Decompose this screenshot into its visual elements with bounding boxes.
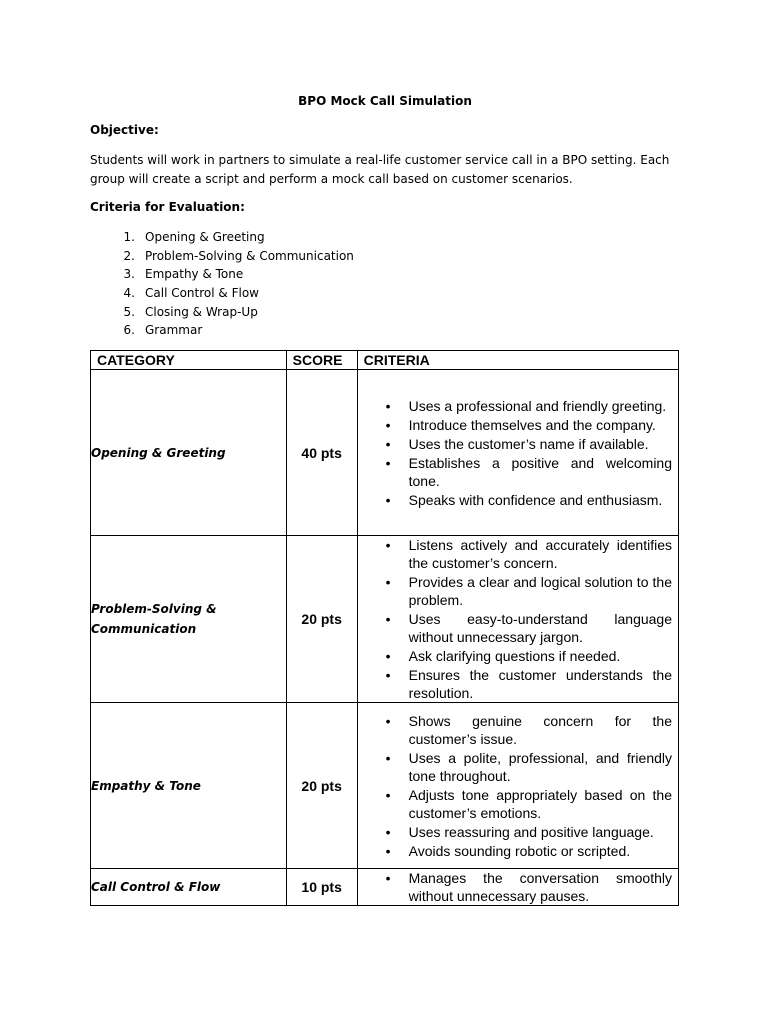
list-item	[90, 247, 354, 266]
criteria-item	[358, 712, 672, 748]
score-cell: 20 pts	[286, 536, 357, 703]
list-number: 4.	[123, 286, 135, 301]
table-row	[91, 370, 679, 536]
list-label: Empathy & Tone	[145, 267, 244, 282]
list-label: Call Control & Flow	[145, 286, 259, 301]
criteria-text: Uses a polite, professional, and friendly tone throughout.	[408, 749, 672, 784]
bullet-icon: •	[385, 786, 391, 803]
criteria-item	[358, 416, 672, 434]
list-label: Opening & Greeting	[145, 230, 265, 244]
criteria-item	[358, 454, 672, 490]
score-cell: 10 pts	[286, 869, 357, 906]
criteria-cell	[357, 703, 678, 869]
bullet-icon: •	[385, 435, 391, 452]
criteria-bullets	[358, 869, 678, 905]
criteria-cell	[357, 370, 678, 536]
criteria-item	[358, 842, 672, 860]
list-number: 1.	[123, 230, 135, 244]
bullet-icon: •	[385, 574, 391, 590]
criteria-text: Ask clarifying questions if needed.	[408, 648, 621, 664]
rubric-table	[90, 350, 679, 906]
table-header-row	[91, 351, 679, 370]
criteria-text: Ensures the customer understands the resolution.	[408, 667, 672, 701]
criteria-header: CRITERIA	[357, 351, 678, 370]
criteria-item	[358, 610, 672, 646]
score-cell: 40 pts	[286, 370, 357, 536]
criteria-text: Uses reassuring and positive language.	[408, 823, 654, 840]
list-number: 5.	[123, 304, 135, 319]
bullet-icon: •	[385, 611, 391, 627]
category-cell: Call Control & Flow	[91, 869, 287, 906]
bullet-icon: •	[385, 648, 391, 664]
list-label: Grammar	[145, 323, 203, 338]
criteria-bullets	[358, 712, 678, 860]
bullet-icon: •	[385, 823, 391, 840]
criteria-text: Adjusts tone appropriately based on the customer’s emotions.	[408, 786, 672, 821]
criteria-item	[358, 397, 672, 415]
table-row	[91, 536, 679, 703]
criteria-text: Uses easy-to-understand language without unnecessary jargon.	[408, 611, 672, 645]
document-title: BPO Mock Call Simulation	[298, 94, 472, 108]
criteria-list	[90, 228, 354, 340]
criteria-item	[358, 573, 672, 609]
criteria-text: Avoids sounding robotic or scripted.	[408, 842, 631, 859]
bullet-icon: •	[385, 667, 391, 683]
category-cell: Opening & Greeting	[91, 370, 287, 536]
criteria-text: Shows genuine concern for the customer’s issue.	[408, 712, 672, 747]
list-item	[90, 284, 354, 303]
category-line: Communication	[91, 622, 197, 636]
list-number: 3.	[123, 267, 135, 282]
list-number: 6.	[123, 323, 135, 338]
criteria-item	[358, 536, 672, 572]
criteria-text: Listens actively and accurately identifies the customer’s concern.	[408, 537, 672, 571]
category-cell: Empathy & Tone	[91, 703, 287, 869]
criteria-bullets	[358, 397, 678, 509]
score-cell: 20 pts	[286, 703, 357, 869]
category-cell	[91, 536, 287, 703]
list-number: 2.	[123, 248, 135, 263]
criteria-text: Speaks with confidence and enthusiasm.	[408, 491, 663, 508]
bullet-icon: •	[385, 454, 391, 471]
criteria-item	[358, 786, 672, 822]
criteria-heading: Criteria for Evaluation:	[90, 200, 245, 214]
criteria-text: Manages the conversation smoothly without unnecessary pauses.	[408, 870, 672, 904]
bullet-icon: •	[385, 397, 391, 414]
objective-heading: Objective:	[90, 123, 159, 137]
list-label: Closing & Wrap-Up	[145, 304, 258, 319]
category-line: Problem-Solving &	[91, 602, 217, 616]
list-label: Problem-Solving & Communication	[145, 248, 354, 263]
list-item	[90, 321, 354, 340]
criteria-text: Uses a professional and friendly greeting.	[408, 397, 667, 414]
bullet-icon: •	[385, 749, 391, 766]
score-header: SCORE	[286, 351, 357, 370]
list-item	[90, 228, 354, 247]
category-header: CATEGORY	[91, 351, 287, 370]
bullet-icon: •	[385, 842, 391, 859]
bullet-icon: •	[385, 870, 391, 886]
bullet-icon: •	[385, 416, 391, 433]
criteria-item	[358, 647, 672, 665]
list-item	[90, 265, 354, 284]
criteria-bullets	[358, 536, 678, 702]
criteria-text: Provides a clear and logical solution to the problem.	[408, 574, 672, 608]
criteria-item	[358, 435, 672, 453]
criteria-item	[358, 823, 672, 841]
criteria-cell	[357, 536, 678, 703]
criteria-cell	[357, 869, 678, 906]
bullet-icon: •	[385, 537, 391, 553]
criteria-text: Introduce themselves and the company.	[408, 416, 656, 433]
criteria-item	[358, 491, 672, 509]
table-row	[91, 869, 679, 906]
criteria-item	[358, 869, 672, 905]
bullet-icon: •	[385, 712, 391, 729]
criteria-item	[358, 666, 672, 702]
criteria-item	[358, 749, 672, 785]
bullet-icon: •	[385, 491, 391, 508]
objective-text: Students will work in partners to simulate a real-life customer service call in a BPO setting. Each group will create a script and perform a mock call based on customer scenarios.	[90, 153, 670, 186]
list-item	[90, 303, 354, 322]
criteria-text: Uses the customer’s name if available.	[408, 435, 649, 452]
table-row	[91, 703, 679, 869]
criteria-text: Establishes a positive and welcoming tone.	[408, 454, 672, 489]
